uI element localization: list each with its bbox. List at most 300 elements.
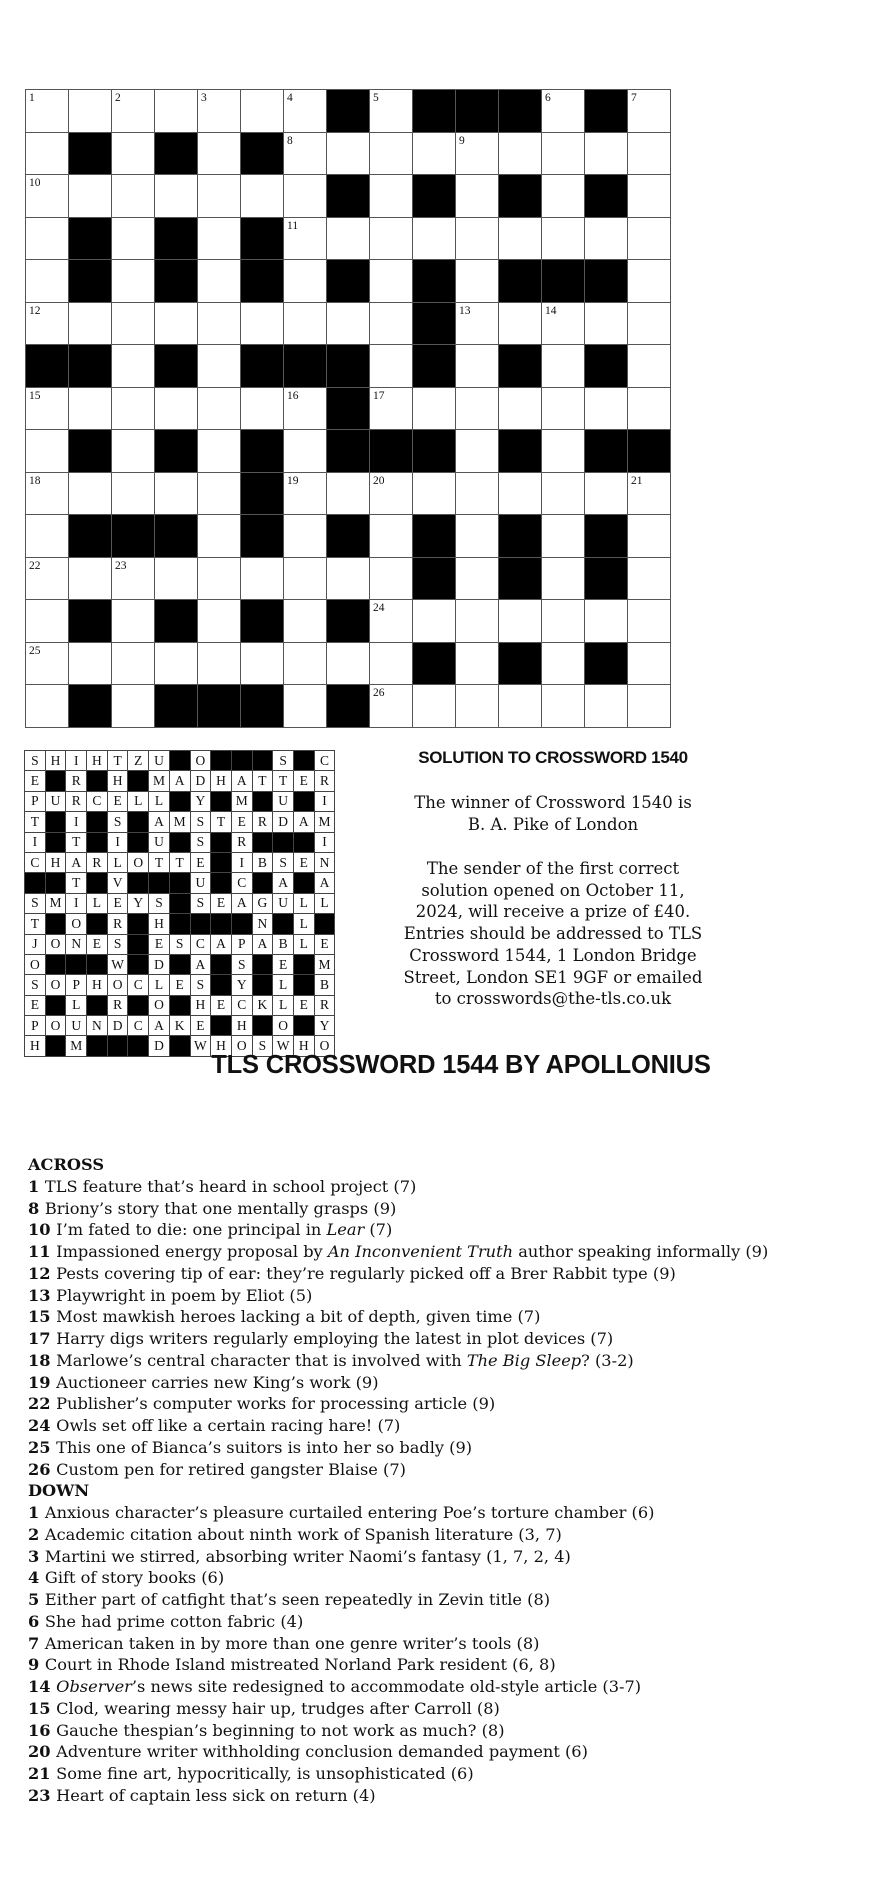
answer-cell[interactable] — [542, 302, 585, 345]
answer-cell[interactable] — [26, 600, 69, 643]
answer-cell[interactable] — [370, 132, 413, 175]
answer-cell[interactable] — [26, 175, 69, 218]
answer-cell[interactable] — [456, 260, 499, 303]
answer-cell[interactable] — [542, 217, 585, 260]
clue-number: 7 — [28, 1633, 45, 1653]
block-cell — [542, 260, 585, 303]
answer-cell[interactable] — [370, 685, 413, 728]
answer-cell[interactable] — [628, 685, 671, 728]
answer-cell[interactable] — [413, 685, 456, 728]
answer-cell[interactable] — [542, 175, 585, 218]
block-cell — [327, 260, 370, 303]
answer-cell[interactable] — [327, 132, 370, 175]
clue-number: 5 — [373, 92, 379, 104]
solution-letter: O — [190, 751, 211, 771]
solution-letter: Y — [128, 893, 149, 913]
solution-letter: O — [107, 975, 128, 995]
answer-cell[interactable] — [542, 557, 585, 600]
answer-cell[interactable] — [112, 345, 155, 388]
answer-cell[interactable] — [542, 642, 585, 685]
block-cell — [69, 515, 112, 558]
solution-letter: A — [252, 934, 273, 954]
solution-letter: A — [149, 1016, 170, 1036]
answer-cell[interactable] — [327, 472, 370, 515]
answer-cell[interactable] — [112, 430, 155, 473]
answer-cell[interactable] — [284, 600, 327, 643]
solution-letter: U — [273, 791, 294, 811]
solution-letter: T — [66, 832, 87, 852]
answer-cell[interactable] — [456, 302, 499, 345]
answer-cell[interactable] — [370, 90, 413, 133]
block-cell — [69, 260, 112, 303]
instruction-line: Entries should be addressed to TLS — [403, 924, 703, 944]
answer-cell[interactable] — [542, 90, 585, 133]
answer-cell[interactable] — [26, 302, 69, 345]
block-cell — [26, 345, 69, 388]
solution-letter: S — [273, 751, 294, 771]
answer-cell[interactable] — [370, 175, 413, 218]
solution-block — [87, 914, 108, 934]
answer-cell[interactable] — [628, 260, 671, 303]
answer-cell[interactable] — [69, 90, 112, 133]
solution-letter: S — [231, 954, 252, 974]
block-cell — [327, 175, 370, 218]
solution-letter: W — [107, 954, 128, 974]
answer-cell[interactable] — [499, 217, 542, 260]
answer-cell[interactable] — [198, 90, 241, 133]
answer-cell[interactable] — [628, 175, 671, 218]
solution-letter: H — [211, 1036, 232, 1056]
answer-cell[interactable] — [456, 600, 499, 643]
solution-letter: L — [87, 893, 108, 913]
answer-cell[interactable] — [155, 302, 198, 345]
solution-letter: L — [293, 893, 314, 913]
answer-cell[interactable] — [26, 642, 69, 685]
solution-letter: R — [87, 852, 108, 872]
block-cell — [69, 430, 112, 473]
solution-letter: E — [190, 852, 211, 872]
solution-letter: L — [149, 791, 170, 811]
answer-cell[interactable] — [628, 557, 671, 600]
answer-cell[interactable] — [112, 90, 155, 133]
solution-letter: L — [293, 914, 314, 934]
answer-cell[interactable] — [542, 132, 585, 175]
answer-cell[interactable] — [112, 557, 155, 600]
block-cell — [327, 345, 370, 388]
solution-letter: P — [25, 791, 46, 811]
solution-block — [128, 914, 149, 934]
answer-cell[interactable] — [284, 472, 327, 515]
block-cell — [327, 387, 370, 430]
solution-letter: S — [25, 751, 46, 771]
answer-cell[interactable] — [284, 302, 327, 345]
instruction-line: solution opened on October 11, — [421, 880, 685, 900]
block-cell — [155, 217, 198, 260]
answer-cell[interactable] — [198, 217, 241, 260]
answer-cell[interactable] — [542, 387, 585, 430]
answer-cell[interactable] — [26, 217, 69, 260]
answer-cell[interactable] — [198, 302, 241, 345]
answer-cell[interactable] — [112, 472, 155, 515]
answer-cell[interactable] — [370, 472, 413, 515]
solution-letter: L — [128, 791, 149, 811]
answer-cell[interactable] — [370, 217, 413, 260]
clue: 13 Playwright in poem by Eliot (5) — [28, 1285, 313, 1305]
clue-number: 15 — [29, 389, 41, 402]
solution-letter: R — [314, 995, 335, 1015]
solution-letter: Y — [314, 1016, 335, 1036]
block-cell — [413, 90, 456, 133]
clue-number: 17 — [28, 1329, 57, 1348]
solution-block — [169, 995, 190, 1015]
answer-cell[interactable] — [155, 387, 198, 430]
solution-letter: R — [107, 914, 128, 934]
answer-cell[interactable] — [284, 515, 327, 558]
answer-cell[interactable] — [370, 515, 413, 558]
answer-cell[interactable] — [628, 345, 671, 388]
crossword-title: TLS CROSSWORD 1544 BY APOLLONIUS — [211, 1051, 711, 1079]
answer-cell[interactable] — [198, 557, 241, 600]
solution-letter: S — [190, 832, 211, 852]
block-cell — [585, 345, 628, 388]
answer-cell[interactable] — [241, 90, 284, 133]
answer-cell[interactable] — [26, 387, 69, 430]
solution-letter: U — [190, 873, 211, 893]
solution-block — [169, 954, 190, 974]
solution-letter: N — [252, 914, 273, 934]
answer-cell[interactable] — [155, 90, 198, 133]
answer-cell[interactable] — [456, 217, 499, 260]
block-cell — [198, 685, 241, 728]
answer-cell[interactable] — [26, 430, 69, 473]
answer-cell[interactable] — [585, 217, 628, 260]
solution-letter: C — [25, 852, 46, 872]
clue-number: 3 — [28, 1546, 45, 1566]
entry-instructions — [320, 858, 786, 1010]
answer-cell[interactable] — [198, 430, 241, 473]
answer-cell[interactable] — [69, 302, 112, 345]
answer-cell[interactable] — [542, 515, 585, 558]
solution-block — [45, 771, 66, 791]
solution-letter: E — [87, 934, 108, 954]
answer-cell[interactable] — [542, 345, 585, 388]
clue-number: 6 — [545, 92, 551, 104]
down-clues — [28, 1502, 878, 1807]
clue: 8 Briony’s story that one mentally grasps (9) — [28, 1198, 397, 1218]
clue-number: 6 — [28, 1611, 45, 1631]
clue: 26 Custom pen for retired gangster Blaise (7) — [28, 1459, 406, 1479]
solution-letter: W — [190, 1036, 211, 1056]
answer-cell[interactable] — [284, 132, 327, 175]
answer-cell[interactable] — [499, 472, 542, 515]
solution-letter: G — [252, 893, 273, 913]
answer-cell[interactable] — [456, 345, 499, 388]
solution-letter: I — [66, 893, 87, 913]
answer-cell[interactable] — [155, 557, 198, 600]
answer-cell[interactable] — [112, 600, 155, 643]
answer-cell[interactable] — [198, 132, 241, 175]
answer-cell[interactable] — [413, 132, 456, 175]
answer-cell[interactable] — [155, 472, 198, 515]
answer-cell[interactable] — [198, 260, 241, 303]
block-cell — [499, 90, 542, 133]
solution-letter: R — [231, 832, 252, 852]
solution-letter: A — [211, 934, 232, 954]
answer-cell[interactable] — [284, 175, 327, 218]
solution-letter: E — [107, 893, 128, 913]
answer-cell[interactable] — [198, 472, 241, 515]
block-cell — [155, 345, 198, 388]
answer-cell[interactable] — [112, 642, 155, 685]
answer-cell[interactable] — [628, 642, 671, 685]
block-cell — [69, 685, 112, 728]
solution-letter: M — [66, 1036, 87, 1056]
answer-cell[interactable] — [370, 387, 413, 430]
answer-cell[interactable] — [542, 685, 585, 728]
clue-number: 7 — [631, 92, 637, 104]
answer-cell[interactable] — [585, 600, 628, 643]
block-cell — [499, 260, 542, 303]
answer-cell[interactable] — [112, 387, 155, 430]
solution-letter: H — [107, 771, 128, 791]
answer-cell[interactable] — [26, 90, 69, 133]
answer-cell[interactable] — [241, 557, 284, 600]
answer-cell[interactable] — [198, 600, 241, 643]
answer-cell[interactable] — [628, 515, 671, 558]
answer-cell[interactable] — [542, 472, 585, 515]
answer-cell[interactable] — [413, 472, 456, 515]
answer-cell[interactable] — [413, 600, 456, 643]
solution-letter: L — [107, 852, 128, 872]
answer-cell[interactable] — [456, 642, 499, 685]
answer-cell[interactable] — [628, 217, 671, 260]
answer-cell[interactable] — [499, 132, 542, 175]
solution-letter: S — [190, 893, 211, 913]
answer-cell[interactable] — [456, 430, 499, 473]
answer-cell[interactable] — [112, 217, 155, 260]
solution-letter: O — [45, 934, 66, 954]
answer-cell[interactable] — [413, 387, 456, 430]
solution-letter: D — [190, 771, 211, 791]
answer-cell[interactable] — [456, 515, 499, 558]
clue-number: 16 — [287, 389, 299, 402]
answer-cell[interactable] — [542, 600, 585, 643]
answer-cell[interactable] — [112, 685, 155, 728]
solution-letter: E — [211, 893, 232, 913]
answer-cell[interactable] — [69, 472, 112, 515]
solution-letter: I — [66, 751, 87, 771]
answer-cell[interactable] — [327, 217, 370, 260]
answer-cell[interactable] — [284, 217, 327, 260]
answer-cell[interactable] — [370, 260, 413, 303]
block-cell — [284, 345, 327, 388]
solution-block — [211, 1016, 232, 1036]
solution-letter: N — [66, 934, 87, 954]
answer-cell[interactable] — [456, 387, 499, 430]
solution-letter: K — [169, 1016, 190, 1036]
answer-cell[interactable] — [499, 302, 542, 345]
solution-letter: P — [66, 975, 87, 995]
solution-block — [87, 812, 108, 832]
clue-number: 15 — [28, 1698, 57, 1718]
answer-cell[interactable] — [26, 472, 69, 515]
solution-letter: Y — [190, 791, 211, 811]
answer-cell[interactable] — [585, 302, 628, 345]
answer-cell[interactable] — [284, 430, 327, 473]
block-cell — [241, 132, 284, 175]
answer-cell[interactable] — [284, 685, 327, 728]
solution-letter: C — [314, 751, 335, 771]
solution-letter: M — [314, 954, 335, 974]
answer-cell[interactable] — [456, 175, 499, 218]
answer-cell[interactable] — [585, 685, 628, 728]
answer-cell[interactable] — [456, 685, 499, 728]
solution-letter: M — [45, 893, 66, 913]
answer-cell[interactable] — [327, 302, 370, 345]
solution-block — [45, 995, 66, 1015]
answer-cell[interactable] — [628, 302, 671, 345]
clue-number: 24 — [373, 602, 385, 614]
clue: 22 Publisher’s computer works for processing article (9) — [28, 1394, 496, 1414]
clue-number: 16 — [28, 1720, 57, 1740]
answer-cell[interactable] — [413, 217, 456, 260]
answer-cell[interactable] — [198, 642, 241, 685]
clue: 18 Marlowe’s central character that is involved with The Big Sleep? (3-2) — [28, 1350, 634, 1370]
answer-cell[interactable] — [370, 302, 413, 345]
solution-block — [128, 934, 149, 954]
answer-cell[interactable] — [628, 387, 671, 430]
clue-title: An Inconvenient Truth — [327, 1242, 514, 1261]
answer-cell[interactable] — [112, 260, 155, 303]
answer-cell[interactable] — [370, 642, 413, 685]
clue: 20 Adventure writer withholding conclusion demanded payment (6) — [28, 1742, 588, 1762]
answer-cell[interactable] — [585, 472, 628, 515]
answer-cell[interactable] — [499, 600, 542, 643]
answer-cell[interactable] — [585, 132, 628, 175]
answer-cell[interactable] — [456, 472, 499, 515]
answer-cell[interactable] — [69, 387, 112, 430]
clue-number: 19 — [287, 474, 299, 487]
answer-cell[interactable] — [26, 515, 69, 558]
answer-cell[interactable] — [198, 175, 241, 218]
clue-number: 23 — [28, 1785, 57, 1805]
answer-cell[interactable] — [241, 387, 284, 430]
clue-number: 14 — [545, 304, 557, 317]
solution-letter: R — [314, 771, 335, 791]
winner-line: The winner of Crossword 1540 is — [414, 793, 692, 812]
clue: 12 Pests covering tip of ear: they’re regularly picked off a Brer Rabbit type (9) — [28, 1263, 676, 1283]
answer-cell[interactable] — [26, 132, 69, 175]
solution-grid — [24, 750, 335, 1057]
solution-letter: O — [45, 975, 66, 995]
clue: 3 Martini we stirred, absorbing writer Naomi’s fantasy (1, 7, 2, 4) — [28, 1546, 571, 1566]
answer-cell[interactable] — [26, 260, 69, 303]
answer-cell[interactable] — [26, 685, 69, 728]
answer-cell[interactable] — [112, 175, 155, 218]
block-cell — [69, 217, 112, 260]
solution-letter: B — [314, 975, 335, 995]
answer-cell[interactable] — [241, 642, 284, 685]
answer-cell[interactable] — [284, 642, 327, 685]
answer-cell[interactable] — [155, 175, 198, 218]
answer-cell[interactable] — [198, 387, 241, 430]
answer-cell[interactable] — [370, 345, 413, 388]
solution-letter: A — [190, 954, 211, 974]
solution-letter: E — [314, 934, 335, 954]
answer-cell[interactable] — [155, 642, 198, 685]
answer-cell[interactable] — [456, 132, 499, 175]
solution-letter: S — [252, 1036, 273, 1056]
answer-cell[interactable] — [628, 472, 671, 515]
answer-cell[interactable] — [69, 557, 112, 600]
clue-number: 4 — [28, 1568, 45, 1588]
answer-cell[interactable] — [456, 557, 499, 600]
solution-block — [293, 975, 314, 995]
block-cell — [413, 302, 456, 345]
solution-letter: O — [45, 1016, 66, 1036]
block-cell — [456, 90, 499, 133]
answer-cell[interactable] — [327, 557, 370, 600]
answer-cell[interactable] — [241, 302, 284, 345]
solution-letter: A — [293, 812, 314, 832]
solution-letter: E — [25, 771, 46, 791]
solution-block — [252, 751, 273, 771]
answer-cell[interactable] — [241, 175, 284, 218]
block-cell — [241, 430, 284, 473]
answer-cell[interactable] — [112, 132, 155, 175]
block-cell — [413, 642, 456, 685]
answer-cell[interactable] — [327, 642, 370, 685]
answer-cell[interactable] — [628, 90, 671, 133]
solution-block — [211, 791, 232, 811]
solution-letter: E — [25, 995, 46, 1015]
answer-cell[interactable] — [26, 557, 69, 600]
answer-cell[interactable] — [284, 557, 327, 600]
block-cell — [69, 345, 112, 388]
solution-letter: E — [273, 954, 294, 974]
clue-number: 26 — [28, 1459, 57, 1479]
block-cell — [155, 132, 198, 175]
answer-cell[interactable] — [69, 175, 112, 218]
clue-number: 25 — [28, 1437, 57, 1457]
block-cell — [499, 345, 542, 388]
answer-cell[interactable] — [198, 515, 241, 558]
solution-letter: H — [231, 1016, 252, 1036]
solution-block — [252, 1016, 273, 1036]
answer-cell[interactable] — [499, 387, 542, 430]
solution-letter: H — [25, 1036, 46, 1056]
answer-cell[interactable] — [628, 600, 671, 643]
answer-cell[interactable] — [628, 132, 671, 175]
answer-cell[interactable] — [284, 260, 327, 303]
solution-block — [66, 954, 87, 974]
answer-cell[interactable] — [542, 430, 585, 473]
clue: 1 TLS feature that’s heard in school project (7) — [28, 1176, 417, 1196]
answer-cell[interactable] — [585, 387, 628, 430]
solution-block — [45, 812, 66, 832]
answer-cell[interactable] — [69, 642, 112, 685]
answer-cell[interactable] — [284, 90, 327, 133]
answer-cell[interactable] — [370, 557, 413, 600]
answer-cell[interactable] — [112, 302, 155, 345]
solution-block — [128, 832, 149, 852]
answer-cell[interactable] — [370, 600, 413, 643]
answer-cell[interactable] — [499, 685, 542, 728]
solution-letter: H — [211, 771, 232, 791]
answer-cell[interactable] — [284, 387, 327, 430]
solution-letter: C — [128, 975, 149, 995]
answer-cell[interactable] — [198, 345, 241, 388]
